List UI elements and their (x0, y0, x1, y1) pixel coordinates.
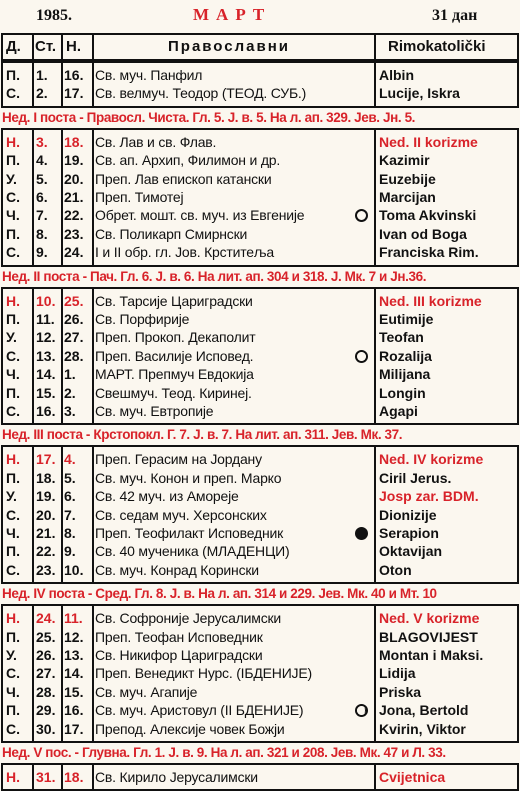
day-row (0, 243, 520, 261)
new-date-cell: 12. (64, 628, 84, 645)
weekday-cell: Н. (6, 292, 20, 309)
old-date-cell: 15. (36, 384, 56, 401)
day-row (0, 646, 520, 664)
orthodox-saint-cell: Преп. Теофилакт Исповедник (95, 525, 284, 541)
day-row (0, 384, 520, 402)
catholic-saint-cell: Ivan od Boga (379, 225, 467, 242)
old-date-cell: 8. (36, 225, 48, 242)
col-header-old: Ст. (35, 38, 57, 55)
orthodox-saint-cell: Св. велмуч. Теодор (ТЕОД. СУБ.) (95, 85, 307, 102)
weekday-cell: П. (6, 702, 20, 719)
orthodox-saint-cell: Преп. Лав епископ катански (95, 170, 272, 187)
catholic-saint-cell: Milijana (379, 366, 431, 383)
day-row (0, 292, 520, 310)
weekday-cell: У. (6, 647, 17, 663)
catholic-saint-cell: Oton (379, 561, 412, 578)
old-date-cell: 18. (36, 469, 56, 486)
weekday-cell: Ч. (6, 683, 20, 700)
orthodox-saint-cell: Св. Лав и св. Флав. (95, 133, 217, 150)
catholic-saint-cell: Ned. II korizme (379, 133, 478, 150)
weekday-cell: П. (6, 152, 20, 169)
catholic-saint-cell: Euzebije (379, 170, 436, 187)
old-date-cell: 29. (36, 702, 56, 719)
column-divider (61, 33, 63, 61)
catholic-saint-cell: Jona, Bertold (379, 702, 469, 719)
weekday-cell: Н. (6, 769, 20, 785)
new-date-cell: 18. (64, 769, 84, 785)
weekday-cell: С. (6, 720, 20, 737)
new-date-cell: 3. (64, 403, 76, 419)
orthodox-saint-cell: Св. Кирило Јерусалимски (95, 769, 258, 785)
orthodox-saint-cell: Св. Порфирије (95, 311, 190, 327)
weekday-cell: П. (6, 543, 20, 560)
orthodox-saint-cell: Св. муч. Конон и преп. Марко (95, 469, 282, 486)
weekday-cell: У. (6, 170, 17, 187)
day-row (0, 609, 520, 627)
orthodox-saint-cell: Св. 40 мученика (МЛАДЕНЦИ) (95, 543, 290, 560)
catholic-saint-cell: Josp zar. BDM. (379, 488, 479, 505)
new-date-cell: 22. (64, 207, 84, 224)
day-row (0, 664, 520, 682)
catholic-saint-cell: Serapion (379, 525, 439, 541)
new-date-cell: 18. (64, 133, 84, 150)
weekday-cell: П. (6, 67, 20, 83)
col-header-catholic: Rimokatolički (388, 38, 486, 55)
year-label: 1985. (36, 7, 72, 24)
weekday-cell: У. (6, 488, 17, 505)
orthodox-saint-cell: Преп. Прокоп. Декаполит (95, 329, 256, 346)
weekday-cell: С. (6, 85, 20, 102)
old-date-cell: 30. (36, 720, 56, 737)
day-row (0, 720, 520, 738)
weekday-cell: С. (6, 403, 20, 419)
weekday-cell: Ч. (6, 525, 20, 541)
catholic-saint-cell: Agapi (379, 403, 418, 419)
weekday-cell: П. (6, 225, 20, 242)
old-date-cell: 13. (36, 347, 56, 364)
new-date-cell: 14. (64, 665, 84, 682)
catholic-saint-cell: Cvijetnica (379, 769, 446, 785)
new-date-cell: 9. (64, 543, 76, 560)
new-date-cell: 25. (64, 292, 84, 309)
first-moon-icon (355, 350, 368, 363)
orthodox-saint-cell: Св. Софроније Јерусалимски (95, 610, 282, 627)
old-date-cell: 22. (36, 543, 56, 560)
weekday-cell: Н. (6, 451, 20, 468)
day-row (0, 768, 520, 786)
week-reading-line: Нед. V пос. - Глувна. Гл. 1. Ј. в. 9. На л. ап. 321 и 208. Јев. Мк. 47 и Л. 33. (2, 745, 446, 760)
day-row (0, 487, 520, 505)
old-date-cell: 28. (36, 683, 56, 700)
new-date-cell: 23. (64, 225, 84, 242)
catholic-saint-cell: Dionizije (379, 506, 437, 523)
old-date-cell: 5. (36, 170, 48, 187)
orthodox-saint-cell: Преп. Герасим на Јордану (95, 451, 262, 468)
old-date-cell: 21. (36, 525, 56, 541)
week-reading-line: Нед. II поста - Пач. Гл. 6. Ј. в. 6. На лит. ап. 304 и 318. Ј. Мк. 7 и Јн.36. (2, 268, 427, 284)
catholic-saint-cell: Rozalija (379, 347, 432, 364)
day-row (0, 701, 520, 719)
weekday-cell: Н. (6, 610, 20, 627)
column-divider (92, 33, 94, 61)
day-row (0, 84, 520, 102)
weekday-cell: С. (6, 665, 20, 682)
old-date-cell: 9. (36, 244, 48, 261)
old-date-cell: 12. (36, 329, 56, 346)
catholic-saint-cell: Ciril Jerus. (379, 469, 452, 486)
orthodox-saint-cell: Обрет. мошт. св. муч. из Евгеније (95, 207, 305, 224)
weekday-cell: С. (6, 506, 20, 523)
new-date-cell: 2. (64, 384, 76, 401)
day-row (0, 225, 520, 243)
catholic-saint-cell: Kvirin, Viktor (379, 720, 466, 737)
new-date-cell: 4. (64, 451, 76, 468)
day-row (0, 683, 520, 701)
old-date-cell: 4. (36, 152, 48, 169)
orthodox-saint-cell: МАРТ. Препмуч Евдокија (95, 366, 254, 383)
catholic-saint-cell: Longin (379, 384, 426, 401)
catholic-saint-cell: Toma Akvinski (379, 207, 477, 224)
new-date-cell: 17. (64, 720, 84, 737)
day-row (0, 524, 520, 542)
weekday-cell: Ч. (6, 366, 20, 383)
day-row (0, 347, 520, 365)
orthodox-saint-cell: Св. Никифор Цариградски (95, 647, 263, 663)
orthodox-saint-cell: Св. Тарсије Цариградски (95, 292, 253, 309)
orthodox-saint-cell: Св. муч. Агапије (95, 683, 198, 700)
column-divider (32, 33, 34, 61)
day-row (0, 310, 520, 328)
new-date-cell: 1. (64, 366, 76, 383)
month-title: МАРТ (193, 5, 272, 24)
col-header-day: Д. (6, 38, 21, 55)
old-date-cell: 24. (36, 610, 56, 627)
orthodox-saint-cell: Преп. Теофан Исповедник (95, 628, 263, 645)
day-row (0, 542, 520, 560)
old-date-cell: 6. (36, 189, 48, 205)
catholic-saint-cell: Oktavijan (379, 543, 443, 560)
weekday-cell: С. (6, 561, 20, 578)
orthodox-saint-cell: Преп. Венедикт Нурс. (IБДЕНИЈЕ) (95, 665, 312, 682)
old-date-cell: 27. (36, 665, 56, 682)
new-date-cell: 16. (64, 67, 84, 83)
orthodox-saint-cell: Св. муч. Панфил (95, 67, 203, 83)
day-row (0, 469, 520, 487)
old-date-cell: 7. (36, 207, 48, 224)
new-date-cell: 19. (64, 152, 84, 169)
old-date-cell: 14. (36, 366, 56, 383)
weekday-cell: П. (6, 384, 20, 401)
new-date-cell: 10. (64, 561, 84, 578)
week-reading-line: Нед. IV поста - Сред. Гл. 8. Ј. в. На л. ап. 314 и 229. Јев. Мк. 40 и Мт. 10 (2, 586, 437, 602)
catholic-saint-cell: Montan i Maksi. (379, 647, 484, 663)
orthodox-saint-cell: Свешмуч. Теод. Киринеј. (95, 384, 252, 401)
week-reading-line: Нед. I поста - Правосл. Чиста. Гл. 5. Ј. в. 5. На л. ап. 329. Јев. Јн. 5. (2, 109, 416, 125)
day-row (0, 188, 520, 206)
orthodox-saint-cell: I и II обр. гл. Јов. Крститеља (95, 244, 274, 261)
week-reading-line: Нед. III поста - Крстопокл. Г. 7. Ј. в. 7. На лит. ап. 311. Јев. Мк. 37. (2, 427, 403, 443)
orthodox-saint-cell: Св. седам муч. Херсонских (95, 506, 267, 523)
old-date-cell: 2. (36, 85, 48, 102)
weekday-cell: П. (6, 469, 20, 486)
catholic-saint-cell: Marcijan (379, 189, 436, 205)
catholic-saint-cell: Priska (379, 683, 422, 700)
new-date-cell: 7. (64, 506, 76, 523)
new-date-cell: 21. (64, 189, 84, 205)
new-date-cell: 13. (64, 647, 84, 663)
day-row (0, 133, 520, 151)
catholic-saint-cell: Ned. IV korizme (379, 451, 484, 468)
catholic-saint-cell: Lucije, Iskra (379, 85, 460, 102)
weekday-cell: С. (6, 189, 20, 205)
day-row (0, 328, 520, 346)
old-date-cell: 20. (36, 506, 56, 523)
new-date-cell: 11. (64, 610, 83, 627)
weekday-cell: Н. (6, 133, 20, 150)
old-date-cell: 11. (36, 311, 55, 327)
orthodox-saint-cell: Препод. Алексије човек Божји (95, 720, 285, 737)
old-date-cell: 19. (36, 488, 56, 505)
full-moon-icon (355, 527, 368, 540)
old-date-cell: 3. (36, 133, 48, 150)
day-row (0, 170, 520, 188)
orthodox-saint-cell: Св. 42 муч. из Амореје (95, 488, 239, 505)
orthodox-saint-cell: Св. ап. Архип, Филимон и др. (95, 152, 281, 169)
old-date-cell: 23. (36, 561, 56, 578)
new-date-cell: 17. (64, 85, 84, 102)
new-moon-icon (355, 209, 368, 222)
new-date-cell: 20. (64, 170, 84, 187)
weekday-cell: П. (6, 628, 20, 645)
new-date-cell: 6. (64, 488, 76, 505)
column-divider (374, 33, 376, 61)
catholic-saint-cell: Franciska Rim. (379, 244, 479, 261)
days-count: 31 дан (432, 7, 478, 24)
col-header-orthodox: Православни (168, 38, 290, 55)
new-date-cell: 26. (64, 311, 84, 327)
orthodox-saint-cell: Св. муч. Конрад Корински (95, 561, 259, 578)
new-date-cell: 27. (64, 329, 84, 346)
day-row (0, 506, 520, 524)
old-date-cell: 26. (36, 647, 56, 663)
day-row (0, 206, 520, 224)
weekday-cell: С. (6, 347, 20, 364)
orthodox-saint-cell: Преп. Тимотеј (95, 189, 184, 205)
day-row (0, 66, 520, 84)
catholic-saint-cell: Kazimir (379, 152, 430, 169)
catholic-saint-cell: Eutimije (379, 311, 434, 327)
last-moon-icon (355, 704, 368, 717)
new-date-cell: 5. (64, 469, 76, 486)
catholic-saint-cell: Lidija (379, 665, 416, 682)
weekday-cell: У. (6, 329, 17, 346)
new-date-cell: 15. (64, 683, 84, 700)
day-row (0, 450, 520, 468)
orthodox-saint-cell: Св. муч. Аристовул (II БДЕНИЈЕ) (95, 702, 304, 719)
orthodox-saint-cell: Св. Поликарп Смирнски (95, 225, 248, 242)
old-date-cell: 10. (36, 292, 56, 309)
new-date-cell: 16. (64, 702, 84, 719)
weekday-cell: С. (6, 244, 20, 261)
catholic-saint-cell: Ned. III korizme (379, 292, 482, 309)
day-row (0, 561, 520, 579)
old-date-cell: 31. (36, 769, 56, 785)
day-row (0, 365, 520, 383)
day-row (0, 151, 520, 169)
catholic-saint-cell: Albin (379, 67, 414, 83)
new-date-cell: 24. (64, 244, 84, 261)
new-date-cell: 8. (64, 525, 76, 541)
day-row (0, 628, 520, 646)
new-date-cell: 28. (64, 347, 84, 364)
catholic-saint-cell: BLAGOVIJEST (379, 628, 478, 645)
col-header-new: Н. (66, 38, 81, 55)
weekday-cell: Ч. (6, 207, 20, 224)
catholic-saint-cell: Teofan (379, 329, 424, 346)
weekday-cell: П. (6, 311, 20, 327)
old-date-cell: 25. (36, 628, 56, 645)
old-date-cell: 1. (36, 67, 48, 83)
day-row (0, 402, 520, 420)
orthodox-saint-cell: Св. муч. Евтропије (95, 403, 214, 419)
old-date-cell: 17. (36, 451, 56, 468)
orthodox-saint-cell: Преп. Василије Исповед. (95, 347, 254, 364)
catholic-saint-cell: Ned. V korizme (379, 610, 480, 627)
old-date-cell: 16. (36, 403, 56, 419)
